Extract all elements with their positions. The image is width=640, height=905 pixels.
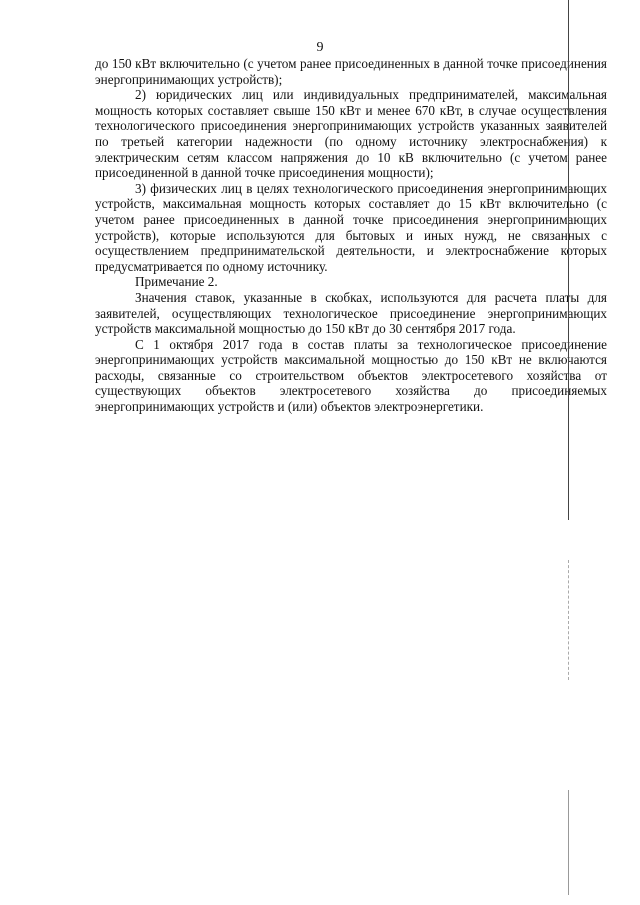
note-paragraph-2: С 1 октября 2017 года в состав платы за технологическое присоединение энергопринимающих устройств максимальной мощностью до 150 кВт не включаются расходы, связанные со строительством объектов электросетевого хозяйства от существующих объектов электросетевого хозяйства до присоединяемых энергопринимающих устройств и (или) объектов электроэнергетики. bbox=[95, 336, 607, 415]
paragraph-item-3: 3) физических лиц в целях технологического присоединения энергопринимающих устройств, максимальная мощность которых составляет до 15 кВт включительно (с учетом ранее присоединенных в данной точке присоединения энергопринимающих устройств), которые используются для бытовых и иных нужд, не связанных с осуществлением предпринимательской деятельности, и электроснабжение которых предусматривается по одному источнику. bbox=[95, 180, 607, 274]
scan-fold-line-lower bbox=[568, 790, 569, 895]
note-paragraph-1: Значения ставок, указанные в скобках, используются для расчета платы для заявителей, осуществляющих технологическое присоединение энергопринимающих устройств максимальной мощностью до 150 кВт до 30 сентября 2017 года. bbox=[95, 289, 607, 337]
scan-fold-line bbox=[568, 0, 569, 520]
note-heading: Примечание 2. bbox=[135, 274, 218, 290]
page-number: 9 bbox=[316, 40, 324, 55]
scan-fold-line-dashed bbox=[568, 560, 569, 680]
paragraph-item-2: 2) юридических лиц или индивидуальных предпринимателей, максимальная мощность которых составляет свыше 150 кВт и менее 670 кВт, в случае осуществления технологического присоединения энергопринимающих устройств указанных заявителей по третьей категории надежности (по одному источнику электроснабжения) к электрическим сетям классом напряжения до 10 кВ включительно (с учетом ранее присоединенной в данной точке присоединения мощности); bbox=[95, 87, 607, 181]
document-body bbox=[95, 56, 607, 415]
paragraph-continuation: до 150 кВт включительно (с учетом ранее присоединенных в данной точке присоединения энергопринимающих устройств); bbox=[95, 56, 607, 87]
